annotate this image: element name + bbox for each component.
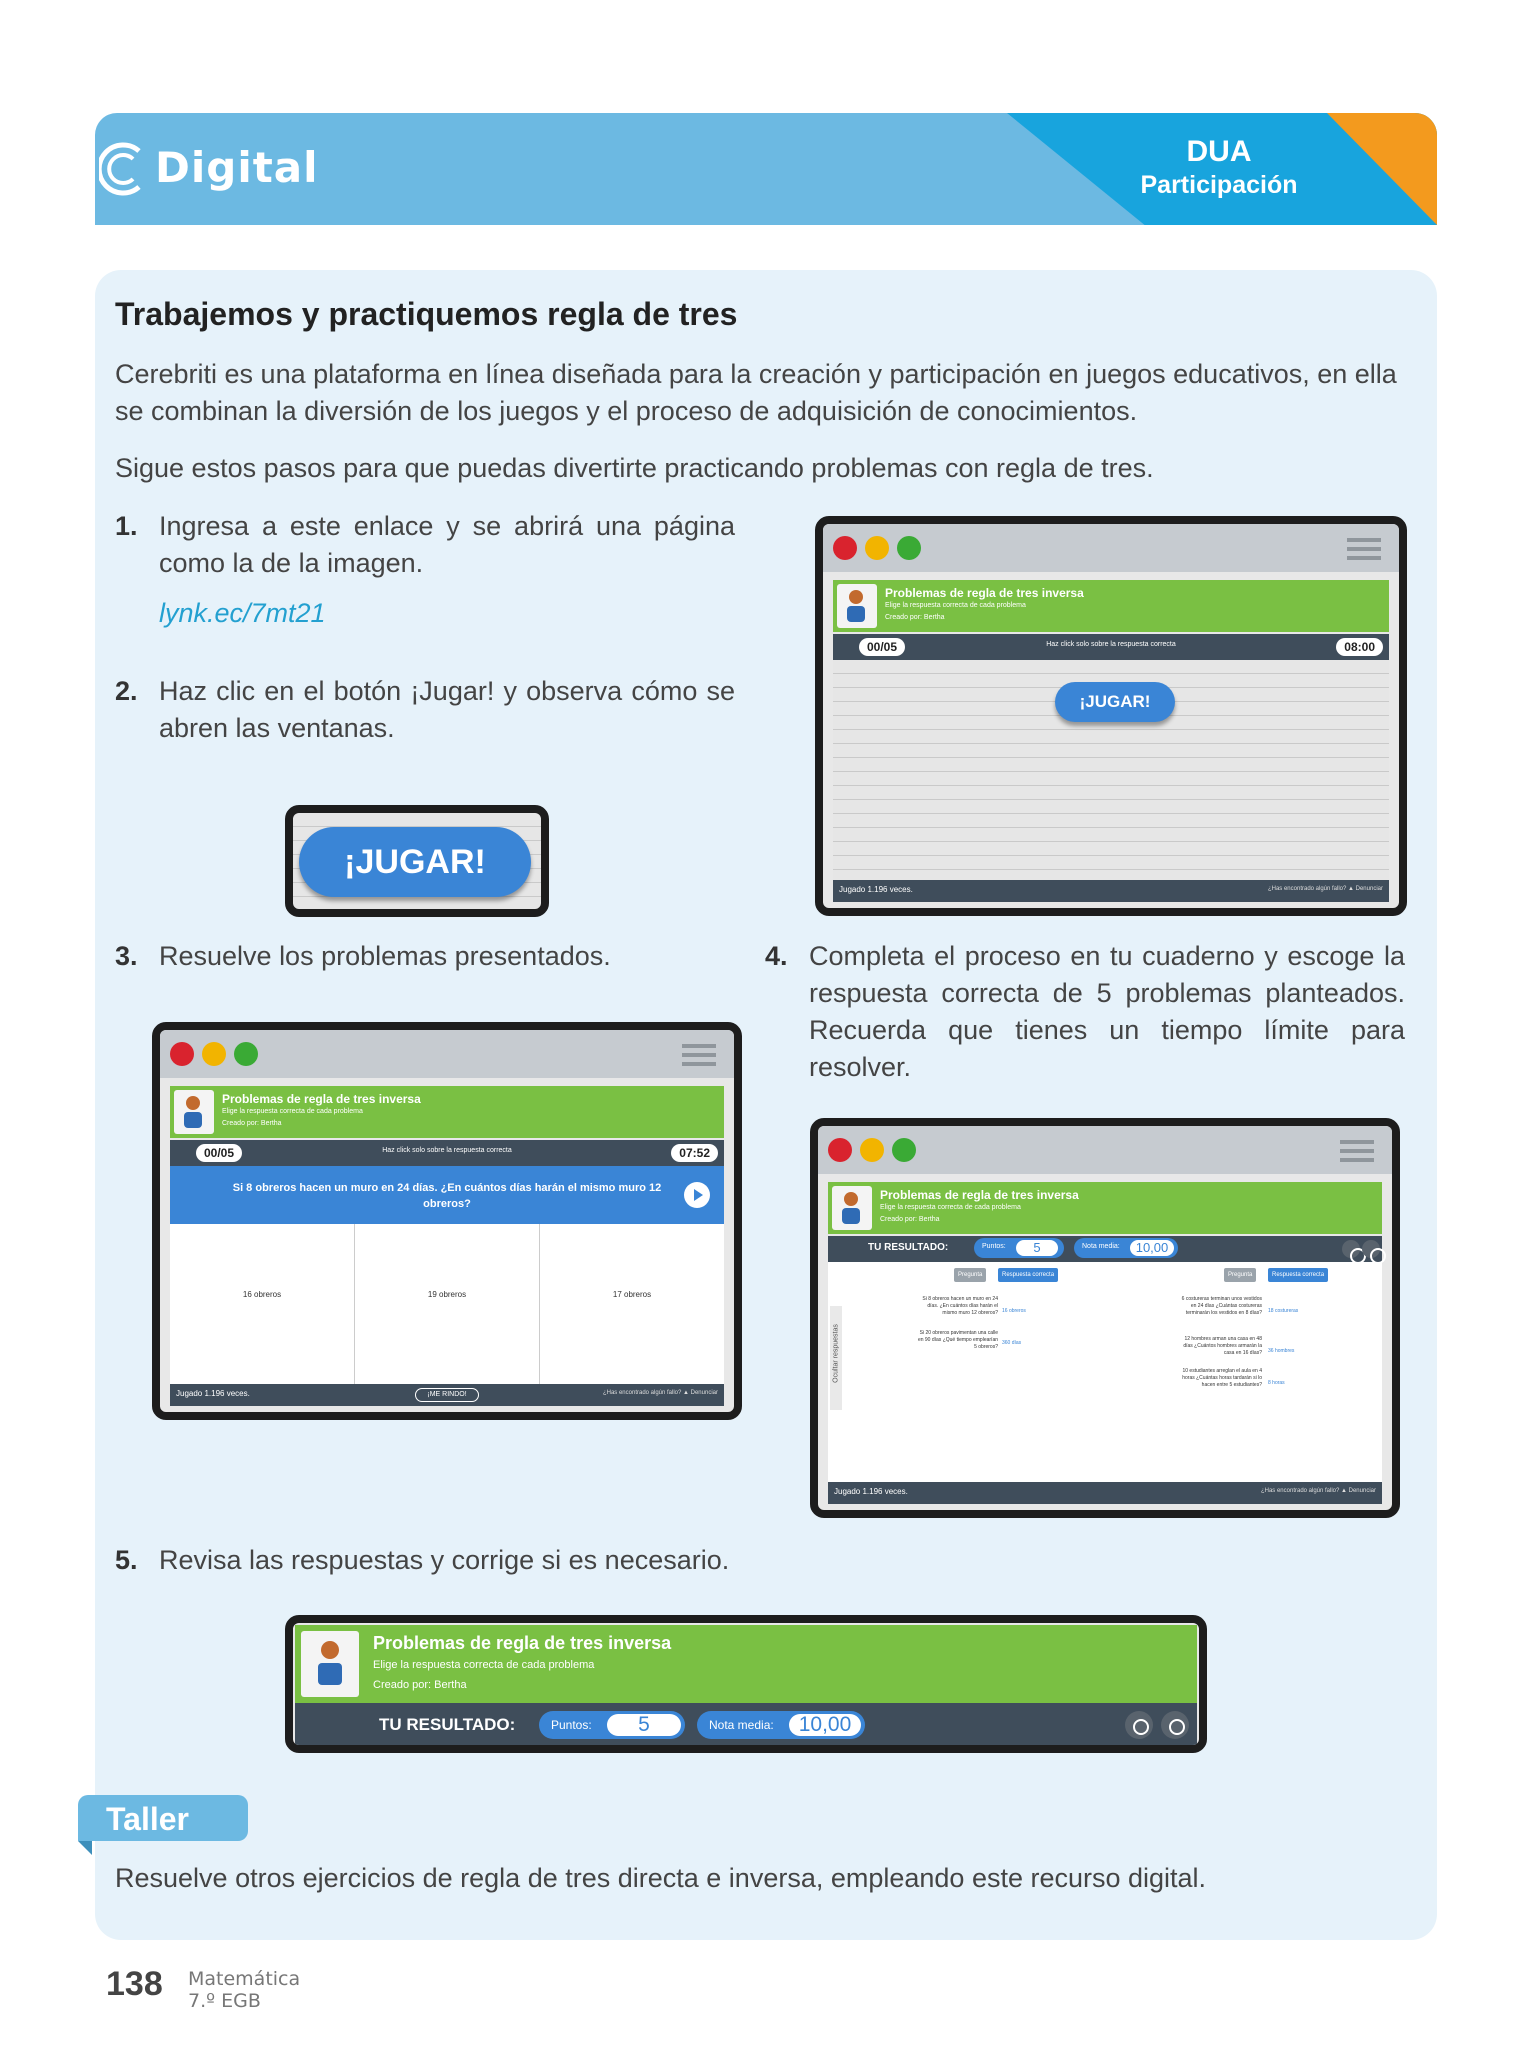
result-label: TU RESULTADO: — [868, 1242, 949, 1253]
hide-answers-tab[interactable]: Ocultar respuestas — [830, 1306, 842, 1410]
dua-badge-title: DUA — [1186, 135, 1252, 168]
step-text: Resuelve los problemas presentados. — [159, 941, 611, 971]
replay-icon[interactable] — [1125, 1711, 1153, 1739]
step-text: Completa el proceso en tu cuaderno y escoge la respuesta correcta de 5 problemas planteados. Recuerda que tienes un tiempo límite para resolver. — [809, 941, 1405, 1082]
report-link[interactable]: ¿Has encontrado algún fallo? ▲ Denunciar — [602, 1390, 718, 1396]
window-titlebar — [160, 1030, 734, 1078]
game-footer — [170, 1384, 724, 1406]
subject-label — [188, 1968, 300, 2012]
minimize-dot-icon — [865, 536, 889, 560]
game-creator: Creado por: Bertha — [885, 614, 945, 621]
game-thumbnail-icon — [174, 1090, 214, 1134]
game-creator: Creado por: Bertha — [222, 1120, 282, 1127]
step-text: Haz clic en el botón ¡Jugar! y observa cómo se abren las ventanas. — [159, 676, 735, 743]
game-subtitle: Elige la respuesta correcta de cada problema — [885, 602, 1026, 609]
game-header — [833, 580, 1389, 632]
step-2 — [115, 673, 735, 753]
average-box — [697, 1711, 865, 1739]
play-count: Jugado 1.196 veces. — [176, 1389, 250, 1398]
question-header: Pregunta — [954, 1268, 986, 1282]
average-value: 10,00 — [1130, 1240, 1174, 1256]
game-header — [828, 1182, 1382, 1234]
answer-option[interactable]: 17 obreros — [612, 1290, 652, 1299]
game-start-area — [833, 660, 1389, 880]
result-question: Si 8 obreros hacen un muro en 24 días. ¿En cuántos días harán el mismo muro 12 obreros? — [922, 1296, 998, 1316]
home-icon[interactable] — [1362, 1240, 1380, 1258]
step-number: 2. — [115, 676, 138, 706]
game-status-bar — [833, 634, 1389, 660]
instructions-paragraph: Sigue estos pasos para que puedas divertirte practicando problemas con regla de tres. — [115, 453, 1154, 483]
game-header — [295, 1625, 1197, 1703]
game-header — [170, 1086, 724, 1138]
question-counter: 00/05 — [859, 638, 905, 656]
result-answer: 8 horas — [1268, 1380, 1285, 1386]
step-number: 1. — [115, 511, 138, 541]
dua-badge-subtitle: Participación — [1140, 171, 1298, 199]
game-hint: Haz click solo sobre la respuesta correcta — [1046, 641, 1176, 648]
game-creator: Creado por: Bertha — [373, 1679, 467, 1691]
game-thumbnail-icon — [837, 584, 877, 628]
play-count: Jugado 1.196 veces. — [839, 885, 913, 894]
play-count: Jugado 1.196 veces. — [834, 1487, 908, 1496]
hamburger-menu-icon[interactable] — [682, 1044, 716, 1068]
step-number: 4. — [765, 941, 788, 971]
question-bar — [170, 1166, 724, 1224]
digital-logo-icon — [99, 139, 149, 199]
points-label: Puntos: — [982, 1243, 1006, 1250]
header-banner — [95, 113, 1437, 225]
game-thumbnail-icon — [301, 1631, 359, 1697]
question-header: Pregunta — [1224, 1268, 1256, 1282]
result-question: 10 estudiantes arreglan el aula en 4 horas ¿Cuántas horas tardarán si lo hacen entre 5 estudiantes? — [1182, 1368, 1262, 1388]
minimize-dot-icon — [202, 1042, 226, 1066]
screenshot-result-bar — [285, 1615, 1207, 1753]
step-1 — [115, 508, 735, 588]
subject-name: Matemática — [188, 1968, 301, 1990]
result-answer: 18 costureras — [1268, 1308, 1299, 1314]
game-subtitle: Elige la respuesta correcta de cada problema — [880, 1204, 1021, 1211]
question-text: Si 8 obreros hacen un muro en 24 días. ¿En cuántos días harán el mismo muro 12 obreros? — [232, 1182, 662, 1210]
result-question: 6 costureras terminan unos vestidos en 24 días ¿Cuántas costureras terminarán los vestidos en 8 días? — [1181, 1296, 1262, 1316]
activity-title: Trabajemos y practiquemos regla de tres — [115, 296, 738, 332]
activity-panel — [95, 270, 1437, 1940]
screenshot-play-button — [285, 805, 549, 917]
home-icon[interactable] — [1161, 1711, 1189, 1739]
give-up-button[interactable]: ¡ME RINDO! — [415, 1388, 479, 1402]
game-status-bar — [170, 1140, 724, 1166]
answer-option[interactable]: 16 obreros — [170, 1224, 355, 1384]
step-number: 5. — [115, 1545, 138, 1575]
game-thumbnail-icon — [832, 1186, 872, 1230]
points-box — [539, 1711, 685, 1739]
answer-header: Respuesta correcta — [1268, 1268, 1328, 1282]
hamburger-menu-icon[interactable] — [1340, 1140, 1374, 1164]
game-creator: Creado por: Bertha — [880, 1216, 940, 1223]
points-value: 5 — [607, 1714, 681, 1736]
section-brand: Digital — [155, 143, 319, 192]
play-button-large[interactable]: ¡JUGAR! — [299, 827, 531, 897]
close-dot-icon — [170, 1042, 194, 1066]
maximize-dot-icon — [897, 536, 921, 560]
step-3 — [115, 938, 735, 978]
hamburger-menu-icon[interactable] — [1347, 538, 1381, 562]
intro-paragraph: Cerebriti es una plataforma en línea diseñada para la creación y participación en juegos educativos, en ella se combinan la diversión de los juegos y el proceso de adquisición de conocimientos. — [115, 359, 1397, 426]
step-4 — [765, 938, 1405, 1088]
result-bar — [295, 1703, 1197, 1745]
taller-tag — [78, 1795, 248, 1841]
points-label: Puntos: — [551, 1718, 592, 1732]
window-titlebar — [818, 1126, 1392, 1174]
average-value: 10,00 — [789, 1714, 861, 1736]
screenshot-question-screen — [152, 1022, 742, 1420]
step-text: Revisa las respuestas y corrige si es necesario. — [159, 1545, 730, 1575]
close-dot-icon — [828, 1138, 852, 1162]
dua-badge — [1129, 135, 1309, 201]
next-arrow-icon[interactable] — [684, 1182, 710, 1208]
result-label: TU RESULTADO: — [379, 1715, 516, 1734]
answers-table — [828, 1262, 1382, 1482]
step-number: 3. — [115, 941, 138, 971]
maximize-dot-icon — [234, 1042, 258, 1066]
resource-link[interactable]: lynk.ec/7mt21 — [159, 598, 326, 628]
game-title: Problemas de regla de tres inversa — [373, 1633, 672, 1653]
step-text: Ingresa a este enlace y se abrirá una página como la de la imagen. — [159, 511, 735, 578]
result-answer: 360 días — [1002, 1340, 1022, 1346]
grade-label: 7.º EGB — [188, 1990, 261, 2012]
average-label: Nota media: — [1082, 1243, 1120, 1250]
average-box — [1074, 1238, 1178, 1258]
answer-option[interactable]: 19 obreros — [355, 1224, 540, 1384]
result-answer: 36 hombres — [1268, 1348, 1295, 1354]
game-timer: 07:52 — [671, 1144, 718, 1162]
game-footer — [828, 1482, 1382, 1504]
report-link[interactable]: ¿Has encontrado algún fallo? ▲ Denunciar — [1260, 1488, 1376, 1494]
game-title: Problemas de regla de tres inversa — [885, 586, 1084, 600]
replay-icon[interactable] — [1342, 1240, 1360, 1258]
points-box — [974, 1238, 1064, 1258]
result-answer: 16 obreros — [1002, 1308, 1026, 1314]
answer-header: Respuesta correcta — [998, 1268, 1058, 1282]
result-question: Si 20 obreros pavimentan una calle en 90 días ¿Qué tiempo emplearían 5 obreros? — [917, 1330, 998, 1350]
step-5 — [115, 1542, 915, 1582]
report-link[interactable]: ¿Has encontrado algún fallo? ▲ Denunciar — [1267, 886, 1383, 892]
game-hint: Haz click solo sobre la respuesta correcta — [382, 1147, 512, 1154]
taller-text: Resuelve otros ejercicios de regla de tres directa e inversa, empleando este recurso digital. — [115, 1863, 1207, 1893]
window-titlebar — [823, 524, 1399, 572]
maximize-dot-icon — [892, 1138, 916, 1162]
result-question: 12 hombres arman una casa en 48 días ¿Cuántos hombres armarán la casa en 16 días? — [1183, 1336, 1262, 1356]
screenshot-start-screen — [815, 516, 1407, 916]
close-dot-icon — [833, 536, 857, 560]
game-subtitle: Elige la respuesta correcta de cada problema — [373, 1659, 595, 1671]
result-bar — [828, 1236, 1382, 1262]
screenshot-results-screen — [810, 1118, 1400, 1518]
average-label: Nota media: — [709, 1718, 774, 1732]
play-button[interactable]: ¡JUGAR! — [1055, 682, 1175, 722]
taller-label: Taller — [106, 1801, 189, 1837]
game-timer: 08:00 — [1336, 638, 1383, 656]
game-subtitle: Elige la respuesta correcta de cada problema — [222, 1108, 363, 1115]
answer-options — [170, 1224, 724, 1384]
minimize-dot-icon — [860, 1138, 884, 1162]
game-title: Problemas de regla de tres inversa — [222, 1092, 421, 1106]
game-footer — [833, 880, 1389, 902]
page-number: 138 — [106, 1965, 163, 2003]
points-value: 5 — [1016, 1240, 1058, 1256]
question-counter: 00/05 — [196, 1144, 242, 1162]
game-title: Problemas de regla de tres inversa — [880, 1188, 1079, 1202]
